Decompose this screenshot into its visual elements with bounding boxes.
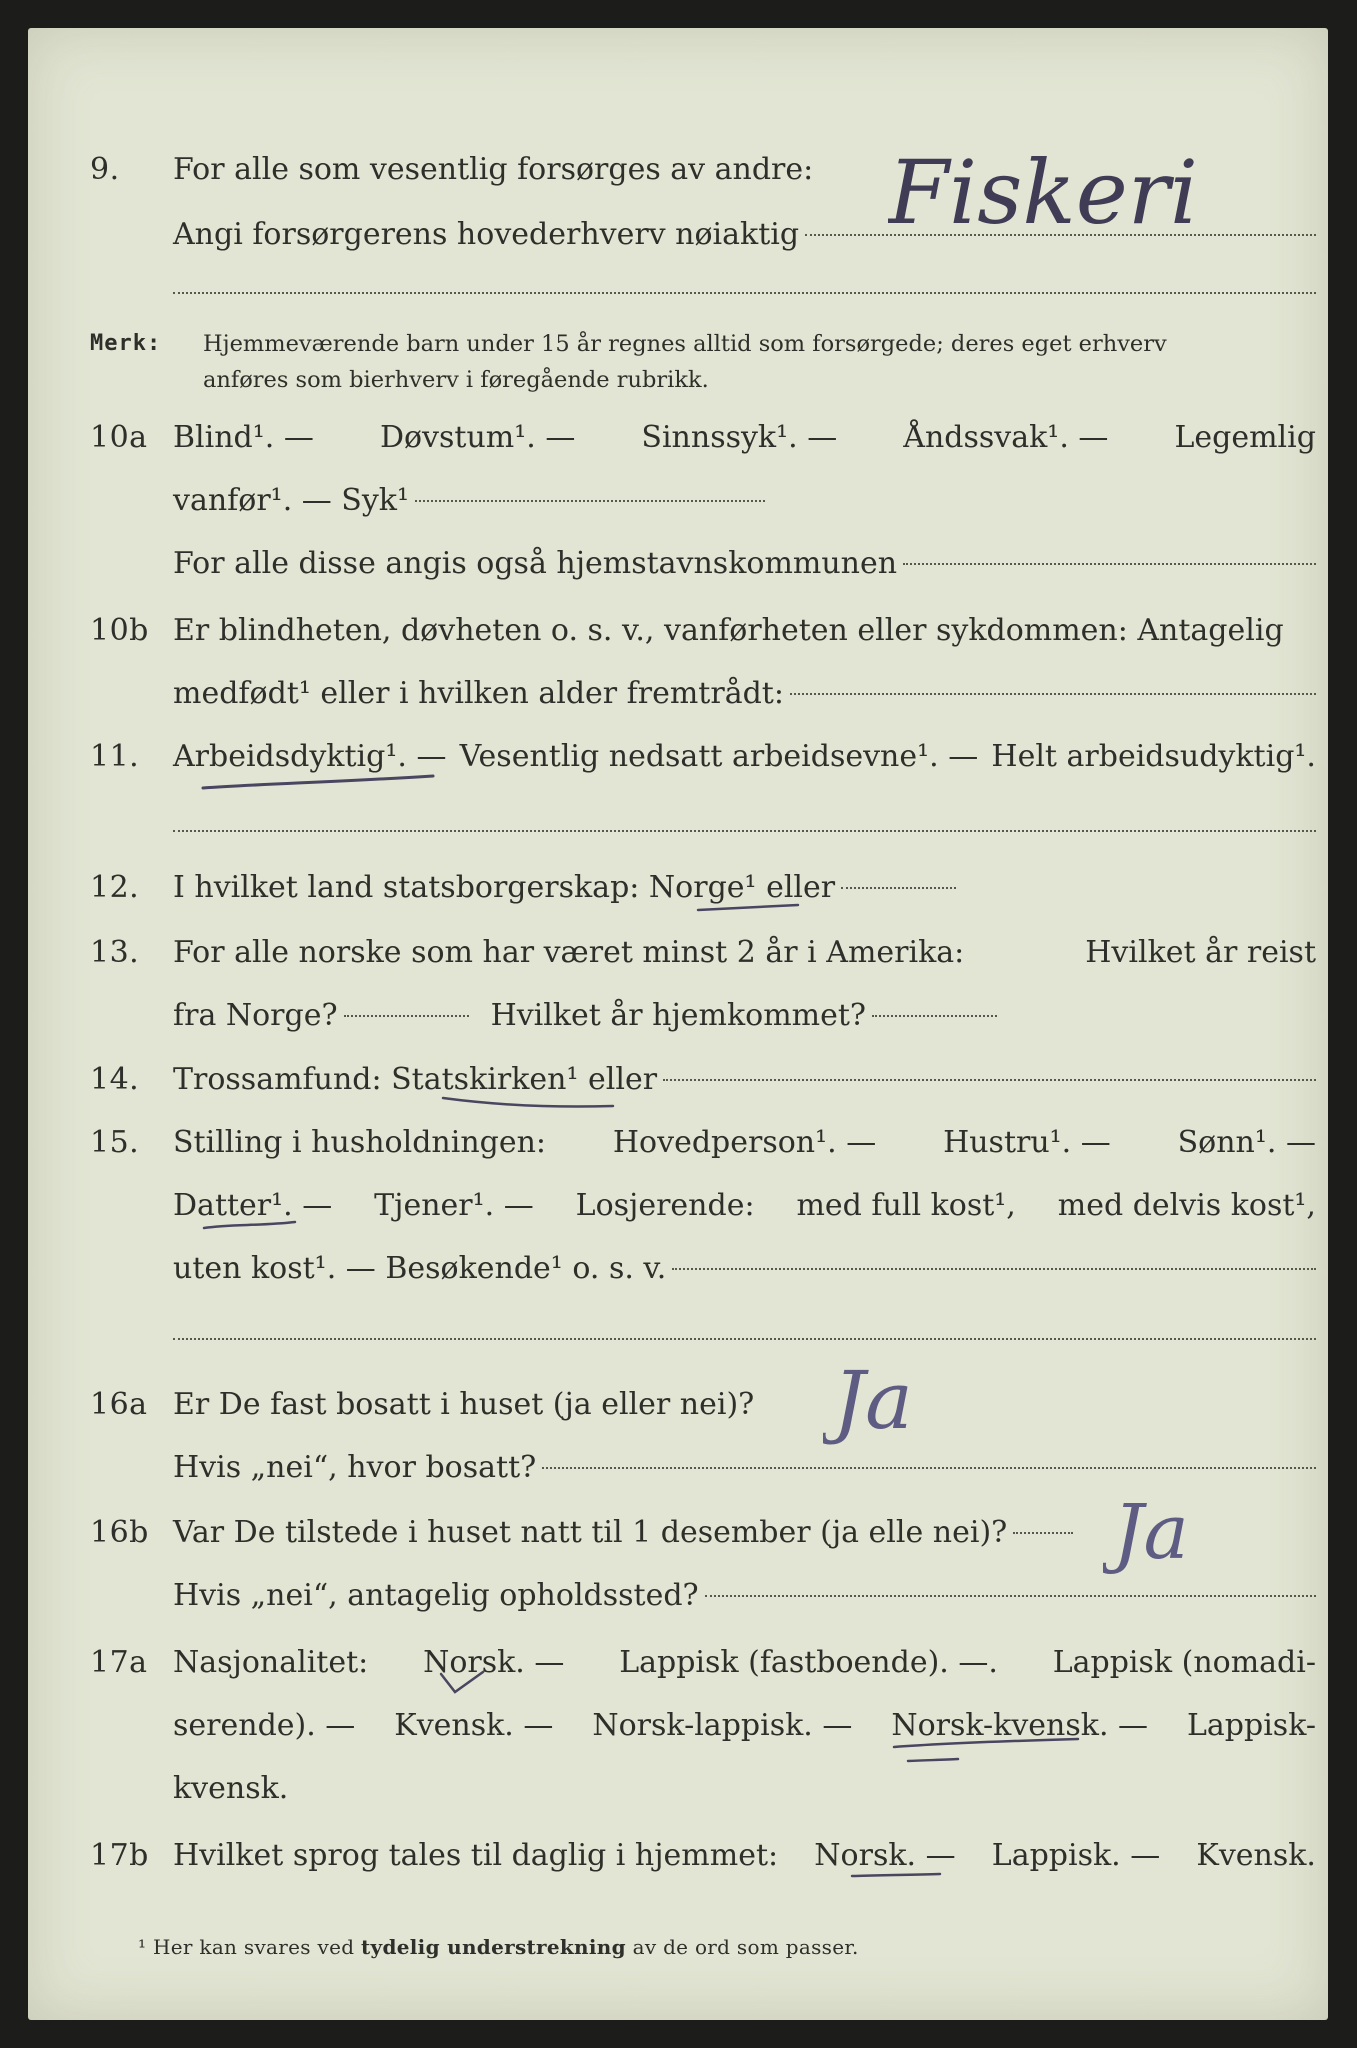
answer-line-return-year[interactable] bbox=[872, 1015, 997, 1017]
option-norsk[interactable]: Norsk. — bbox=[423, 1645, 565, 1680]
blank-dotted-row bbox=[28, 796, 1328, 856]
answer-line[interactable] bbox=[790, 693, 1316, 695]
question-9 bbox=[28, 140, 1328, 200]
question-text: Hvilket år hjemkommet? bbox=[490, 998, 867, 1033]
question-text: Hvis „nei“, antagelig opholdssted? bbox=[173, 1578, 699, 1613]
blank-dotted-row bbox=[28, 1304, 1328, 1364]
option-lappisk-fastboende[interactable]: Lappisk (fastboende). —. bbox=[619, 1645, 998, 1680]
answer-line[interactable] bbox=[705, 1595, 1316, 1597]
question-number: 17b bbox=[90, 1838, 149, 1873]
answer-line[interactable] bbox=[663, 1079, 1316, 1081]
question-15-line3 bbox=[28, 1239, 1328, 1299]
option-lappisk-kvensk-cont[interactable]: kvensk. bbox=[173, 1771, 289, 1806]
question-number: 17a bbox=[90, 1645, 148, 1680]
question-14 bbox=[28, 1050, 1328, 1110]
question-text: medfødt¹ eller i hvilken alder fremtrådt: bbox=[173, 676, 784, 711]
question-15-line2 bbox=[28, 1176, 1328, 1236]
question-9-line2 bbox=[28, 205, 1328, 265]
question-12 bbox=[28, 858, 1328, 918]
question-text: Hvilket år reist bbox=[1085, 935, 1316, 970]
footnote-text: av de ord som passer. bbox=[632, 1935, 859, 1959]
question-10b-line2 bbox=[28, 664, 1328, 724]
question-15 bbox=[28, 1113, 1328, 1173]
option-andssvak[interactable]: Åndssvak¹. — bbox=[903, 420, 1109, 455]
option-blind[interactable]: Blind¹. — bbox=[173, 420, 314, 455]
answer-line[interactable] bbox=[173, 830, 1316, 832]
svg-text:Fiskeri: Fiskeri bbox=[888, 141, 1198, 244]
footnote-mark: ¹ bbox=[138, 1935, 147, 1959]
option-datter[interactable]: Datter¹. — bbox=[173, 1188, 333, 1223]
question-number: 15. bbox=[90, 1125, 140, 1160]
answer-line[interactable] bbox=[903, 563, 1316, 565]
merk-note bbox=[28, 326, 1328, 406]
question-text: For alle som vesentlig forsørges av andre: bbox=[173, 152, 814, 187]
question-text: Hvis „nei“, hvor bosatt? bbox=[173, 1450, 537, 1485]
question-text: Nasjonalitet: bbox=[173, 1645, 369, 1680]
option-nedsatt-arbeidsevne[interactable]: Vesentlig nedsatt arbeidsevne¹. — bbox=[459, 739, 979, 774]
option-full-kost[interactable]: med full kost¹, bbox=[796, 1188, 1016, 1223]
blank-dotted-row bbox=[28, 258, 1328, 318]
answer-line[interactable] bbox=[672, 1268, 1316, 1270]
question-text: Er blindheten, døvheten o. s. v., vanførheten eller sykdommen: Antagelig bbox=[173, 613, 1284, 648]
answer-line[interactable] bbox=[841, 887, 956, 889]
question-13-line2 bbox=[28, 986, 1328, 1046]
question-10a-line3 bbox=[28, 534, 1328, 594]
census-form-page bbox=[28, 28, 1328, 2020]
answer-line[interactable] bbox=[1013, 1532, 1073, 1534]
svg-text:Ja: Ja bbox=[833, 1354, 913, 1447]
question-text: Stilling i husholdningen: bbox=[173, 1125, 547, 1160]
question-11 bbox=[28, 727, 1328, 787]
question-17a-line2 bbox=[28, 1696, 1328, 1756]
question-number: 16b bbox=[90, 1515, 149, 1550]
question-text: fra Norge? bbox=[173, 998, 338, 1033]
option-hustru[interactable]: Hustru¹. — bbox=[943, 1125, 1111, 1160]
option-norsk-lappisk[interactable]: Norsk-lappisk. — bbox=[592, 1708, 853, 1743]
question-16b-line2 bbox=[28, 1566, 1328, 1626]
question-17a-line3 bbox=[28, 1759, 1328, 1819]
question-number: 11. bbox=[90, 739, 140, 774]
question-number: 10a bbox=[90, 420, 148, 455]
option-tjener[interactable]: Tjener¹. — bbox=[374, 1188, 534, 1223]
question-10b bbox=[28, 601, 1328, 661]
footnote-text: Her kan svares ved bbox=[153, 1935, 355, 1959]
option-lappisk-kvensk[interactable]: Lappisk- bbox=[1187, 1708, 1316, 1743]
answer-line[interactable] bbox=[415, 500, 765, 502]
option-dovstum[interactable]: Døvstum¹. — bbox=[379, 420, 576, 455]
question-options bbox=[173, 408, 1316, 468]
option-kvensk[interactable]: Kvensk. — bbox=[394, 1708, 554, 1743]
question-17b bbox=[28, 1826, 1328, 1886]
question-text: I hvilket land statsborgerskap: Norge¹ eller bbox=[173, 870, 836, 905]
question-13 bbox=[28, 923, 1328, 983]
answer-line-departure-year[interactable] bbox=[344, 1015, 469, 1017]
question-text: uten kost¹. — Besøkende¹ o. s. v. bbox=[173, 1251, 667, 1286]
question-10a bbox=[28, 408, 1328, 468]
footnote bbox=[28, 1932, 1328, 1962]
question-number: 13. bbox=[90, 935, 140, 970]
question-number: 16a bbox=[90, 1387, 148, 1422]
question-text: Trossamfund: Statskirken¹ eller bbox=[173, 1062, 658, 1097]
option-legemlig[interactable]: Legemlig bbox=[1174, 420, 1316, 455]
option-norsk[interactable]: Norsk. — bbox=[814, 1838, 956, 1873]
option-sonn[interactable]: Sønn¹. — bbox=[1177, 1125, 1316, 1160]
question-number: 14. bbox=[90, 1062, 140, 1097]
option-lappisk[interactable]: Lappisk. — bbox=[991, 1838, 1161, 1873]
question-10a-line2 bbox=[28, 471, 1328, 531]
answer-line[interactable] bbox=[173, 292, 1316, 294]
question-number: 9. bbox=[90, 152, 120, 187]
question-number: 10b bbox=[90, 613, 149, 648]
option-norsk-kvensk[interactable]: Norsk-kvensk. — bbox=[891, 1708, 1149, 1743]
question-text: Losjerende: bbox=[575, 1188, 755, 1223]
option-kvensk[interactable]: Kvensk. bbox=[1196, 1838, 1316, 1873]
option-hovedperson[interactable]: Hovedperson¹. — bbox=[612, 1125, 877, 1160]
question-17a bbox=[28, 1633, 1328, 1693]
question-text: For alle norske som har været minst 2 år i Amerika: bbox=[173, 935, 965, 970]
option-sinnssyk[interactable]: Sinnssyk¹. — bbox=[641, 420, 838, 455]
option-vanfor-syk[interactable]: vanfør¹. — Syk¹ bbox=[173, 483, 410, 518]
answer-line[interactable] bbox=[173, 1338, 1316, 1340]
question-16a-line2 bbox=[28, 1438, 1328, 1498]
question-text: Hvilket sprog tales til daglig i hjemmet: bbox=[173, 1838, 779, 1873]
answer-line[interactable] bbox=[805, 234, 1316, 236]
option-arbeidsdyktig[interactable]: Arbeidsdyktig¹. — bbox=[173, 739, 447, 774]
svg-text:Ja: Ja bbox=[1113, 1487, 1189, 1576]
answer-line[interactable] bbox=[542, 1467, 1316, 1469]
question-options bbox=[173, 727, 1316, 787]
question-number: 12. bbox=[90, 870, 140, 905]
question-text: Er De fast bosatt i huset (ja eller nei)? bbox=[173, 1387, 755, 1422]
question-text: For alle disse angis også hjemstavnskommunen bbox=[173, 546, 898, 581]
question-text: Angi forsørgerens hovederhverv nøiaktig bbox=[173, 217, 800, 252]
note-text: Hjemmeværende barn under 15 år regnes alltid som forsørgede; deres eget erhverv anføres som bierhverv i føregående rubrikk. bbox=[203, 331, 1167, 393]
question-16a bbox=[28, 1375, 1328, 1435]
option-delvis-kost[interactable]: med delvis kost¹, bbox=[1057, 1188, 1316, 1223]
question-16b bbox=[28, 1503, 1328, 1563]
option-nomadiserende-cont[interactable]: serende). — bbox=[173, 1708, 356, 1743]
question-text: Var De tilstede i huset natt til 1 desember (ja elle nei)? bbox=[173, 1515, 1008, 1550]
option-arbeidsudyktig[interactable]: Helt arbeidsudyktig¹. bbox=[991, 739, 1316, 774]
note-label: Merk: bbox=[90, 331, 162, 356]
footnote-emphasis: tydelig understrekning bbox=[361, 1935, 626, 1959]
option-lappisk-nomadiserende[interactable]: Lappisk (nomadi- bbox=[1052, 1645, 1316, 1680]
